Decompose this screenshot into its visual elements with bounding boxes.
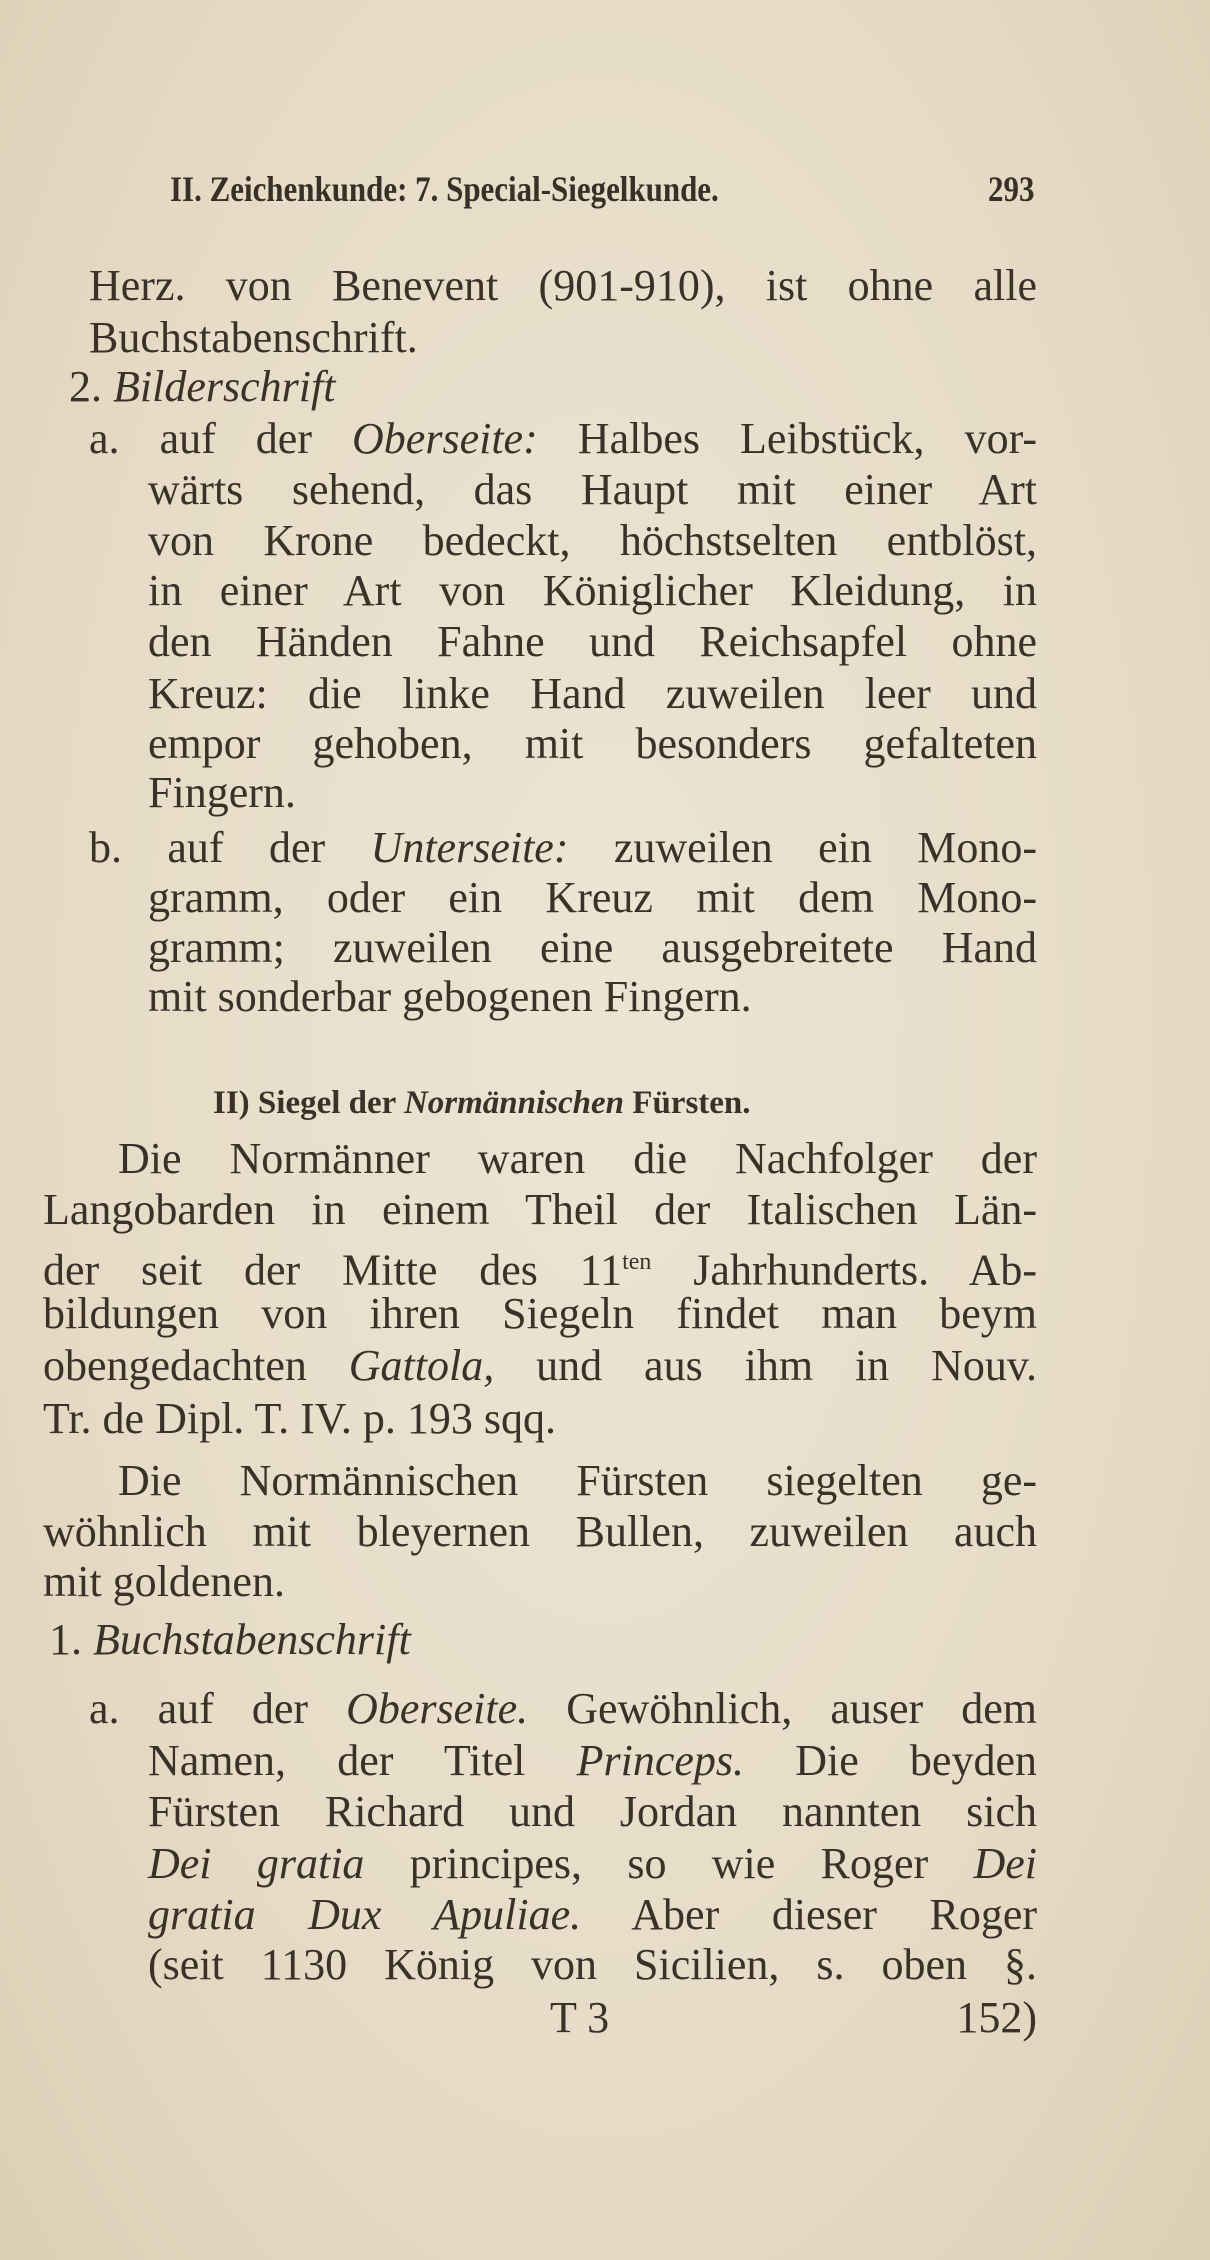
text-segment: Buchstabenschrift. (89, 312, 418, 362)
text-segment: den Händen Fahne und Reichsapfel ohne (148, 616, 1037, 666)
text-segment: von Krone bedeckt, höchstselten entblöst, (148, 515, 1037, 565)
heading-text: II) Siegel der (213, 1085, 404, 1121)
text-segment: Fingern. (148, 767, 296, 817)
text-segment: mit goldenen. (43, 1557, 285, 1606)
italic-text: Buchstabenschrift (93, 1614, 411, 1664)
text-line (148, 668, 1037, 720)
text-line (49, 1614, 1037, 1666)
text-segment: Namen, der Titel (148, 1735, 577, 1785)
italic-text: Bilderschrift (113, 361, 336, 411)
text-line (43, 1556, 1037, 1608)
text-segment: ten (622, 1249, 652, 1276)
text-segment: 2. (69, 361, 113, 411)
text-line (148, 1735, 1037, 1787)
text-line (148, 464, 1037, 516)
heading-italic: Normännischen (403, 1085, 625, 1121)
text-segment: Die beyden (744, 1735, 1037, 1785)
text-segment: Aber dieser Roger (581, 1889, 1038, 1939)
heading-text-end: Fürsten. (624, 1085, 751, 1121)
text-line (148, 515, 1037, 567)
text-segment: Die Normänner waren die Nachfolger der (118, 1133, 1037, 1183)
running-title: II. Zeichenkunde: 7. Special-Siegelkunde. (170, 169, 719, 209)
section-heading (213, 1085, 751, 1122)
text-segment: wöhnlich mit bleyernen Bullen, zuweilen auch (43, 1506, 1037, 1556)
text-line (43, 1288, 1037, 1340)
text-segment: empor gehoben, mit besonders gefalteten (148, 718, 1037, 768)
running-header (170, 168, 1042, 210)
text-line (69, 361, 1037, 413)
italic-text: Gattola, (348, 1341, 495, 1390)
text-line (148, 767, 1037, 819)
text-segment: bildungen von ihren Siegeln findet man beym (43, 1289, 1037, 1339)
text-line (148, 1786, 1037, 1838)
italic-text: Princeps. (576, 1735, 744, 1785)
page-number: 293 (988, 169, 1035, 209)
text-line (43, 1184, 1037, 1236)
text-segment: (seit 1130 König von Sicilien, s. oben §. (148, 1940, 1037, 1990)
text-line (148, 922, 1037, 974)
text-line (89, 822, 1037, 874)
text-segment: Langobarden in einem Theil der Italischen Län- (43, 1185, 1037, 1235)
italic-text: Unterseite: (370, 822, 569, 872)
text-line (118, 1455, 1037, 1507)
text-segment: Die Normännischen Fürsten siegelten ge- (118, 1456, 1037, 1506)
text-line (148, 565, 1037, 617)
text-segment: wärts sehend, das Haupt mit einer Art (148, 465, 1037, 515)
text-segment: principes, so wie Roger (364, 1839, 974, 1889)
text-segment: gramm; zuweilen eine ausgebreitete Hand (148, 923, 1037, 973)
text-segment: a. auf der (89, 1683, 347, 1733)
text-line (43, 1393, 1037, 1445)
text-segment: und aus ihm in Nouv. (494, 1341, 1037, 1390)
text-segment: obengedachten (43, 1341, 349, 1390)
italic-text: gratia Dux Apuliae. (148, 1889, 582, 1939)
text-segment: Jahrhunderts. Ab- (651, 1245, 1037, 1295)
text-segment: gramm, oder ein Kreuz mit dem Mono- (148, 873, 1037, 922)
text-segment: Halbes Leibstück, vor- (537, 413, 1037, 463)
text-line (148, 872, 1037, 924)
italic-text: Dei gratia (148, 1839, 365, 1889)
text-line (148, 718, 1037, 770)
signature-mark: T 3 (550, 1993, 610, 2042)
text-line (89, 1683, 1037, 1735)
text-line (148, 971, 1037, 1023)
text-line (89, 260, 1037, 312)
text-line (43, 1340, 1037, 1392)
text-segment: 1. (49, 1614, 93, 1664)
text-line (148, 616, 1037, 668)
text-line (89, 413, 1037, 465)
text-line (148, 1889, 1037, 1941)
text-line (118, 1133, 1037, 1185)
text-line (148, 1838, 1037, 1890)
text-line (43, 1236, 1037, 1295)
text-segment: Fürsten Richard und Jordan nannten sich (148, 1787, 1037, 1837)
italic-text: Oberseite: (352, 413, 538, 463)
text-line (89, 312, 1037, 364)
text-segment: Kreuz: die linke Hand zuweilen leer und (148, 668, 1037, 718)
continuation-text: 152) (956, 1993, 1037, 2042)
italic-text: Oberseite. (346, 1683, 529, 1733)
text-segment: Tr. de Dipl. T. IV. p. 193 sqq. (43, 1394, 557, 1444)
text-segment: a. auf der (89, 413, 353, 463)
text-segment: zuweilen ein Mono- (568, 822, 1037, 872)
text-segment: Gewöhnlich, auser dem (528, 1683, 1037, 1733)
italic-text: Dei (973, 1839, 1037, 1889)
text-segment: in einer Art von Königlicher Kleidung, in (148, 566, 1037, 616)
text-segment: Herz. von Benevent (901-910), ist ohne alle (89, 261, 1037, 310)
text-segment: der seit der Mitte des 11 (43, 1245, 623, 1295)
text-line (148, 1939, 1037, 1991)
text-line (43, 1506, 1037, 1558)
text-segment: mit sonderbar gebogenen Fingern. (148, 972, 752, 1022)
text-segment: b. auf der (89, 822, 371, 872)
